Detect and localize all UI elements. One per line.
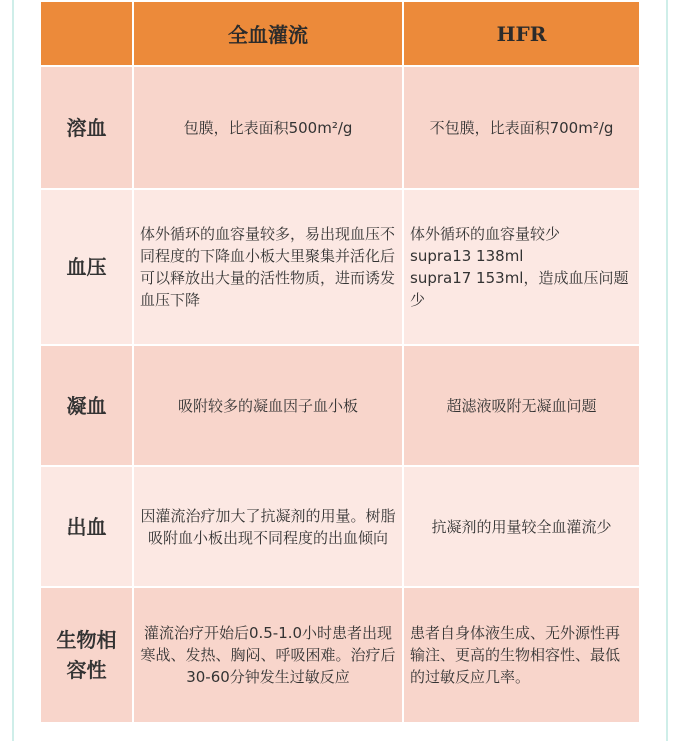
right-border (666, 0, 668, 741)
hfr-cell: 抗凝剂的用量较全血灌流少 (404, 467, 639, 586)
row-label: 溶血 (41, 67, 132, 188)
row-label: 生物相容性 (41, 588, 132, 722)
table-row (41, 467, 639, 586)
whole-blood-cell: 灌流治疗开始后0.5-1.0小时患者出现寒战、发热、胸闷、呼吸困难。治疗后30-60分钟发生过敏反应 (134, 588, 402, 722)
hfr-cell: 患者自身体液生成、无外源性再输注、更高的生物相容性、最低的过敏反应几率。 (404, 588, 639, 722)
whole-blood-cell: 包膜，比表面积500m²/g (134, 67, 402, 188)
header-whole-blood: 全血灌流 (134, 2, 402, 65)
header-row (41, 2, 639, 65)
whole-blood-cell: 因灌流治疗加大了抗凝剂的用量。树脂吸附血小板出现不同程度的出血倾向 (134, 467, 402, 586)
left-border (12, 0, 14, 741)
comparison-table (39, 0, 641, 724)
header-hfr: HFR (404, 2, 639, 65)
row-label: 血压 (41, 190, 132, 344)
table-row (41, 67, 639, 188)
hfr-cell: 体外循环的血容量较少 supra13 138ml supra17 153ml，造成血压问题少 (404, 190, 639, 344)
row-label: 凝血 (41, 346, 132, 465)
table-row (41, 190, 639, 344)
header-empty (41, 2, 132, 65)
hfr-cell: 不包膜，比表面积700m²/g (404, 67, 639, 188)
table-row (41, 346, 639, 465)
whole-blood-cell: 吸附较多的凝血因子血小板 (134, 346, 402, 465)
whole-blood-cell: 体外循环的血容量较多，易出现血压不同程度的下降血小板大里聚集并活化后可以释放出大量的活性物质，进而诱发血压下降 (134, 190, 402, 344)
hfr-cell: 超滤液吸附无凝血问题 (404, 346, 639, 465)
table-row (41, 588, 639, 722)
row-label: 出血 (41, 467, 132, 586)
